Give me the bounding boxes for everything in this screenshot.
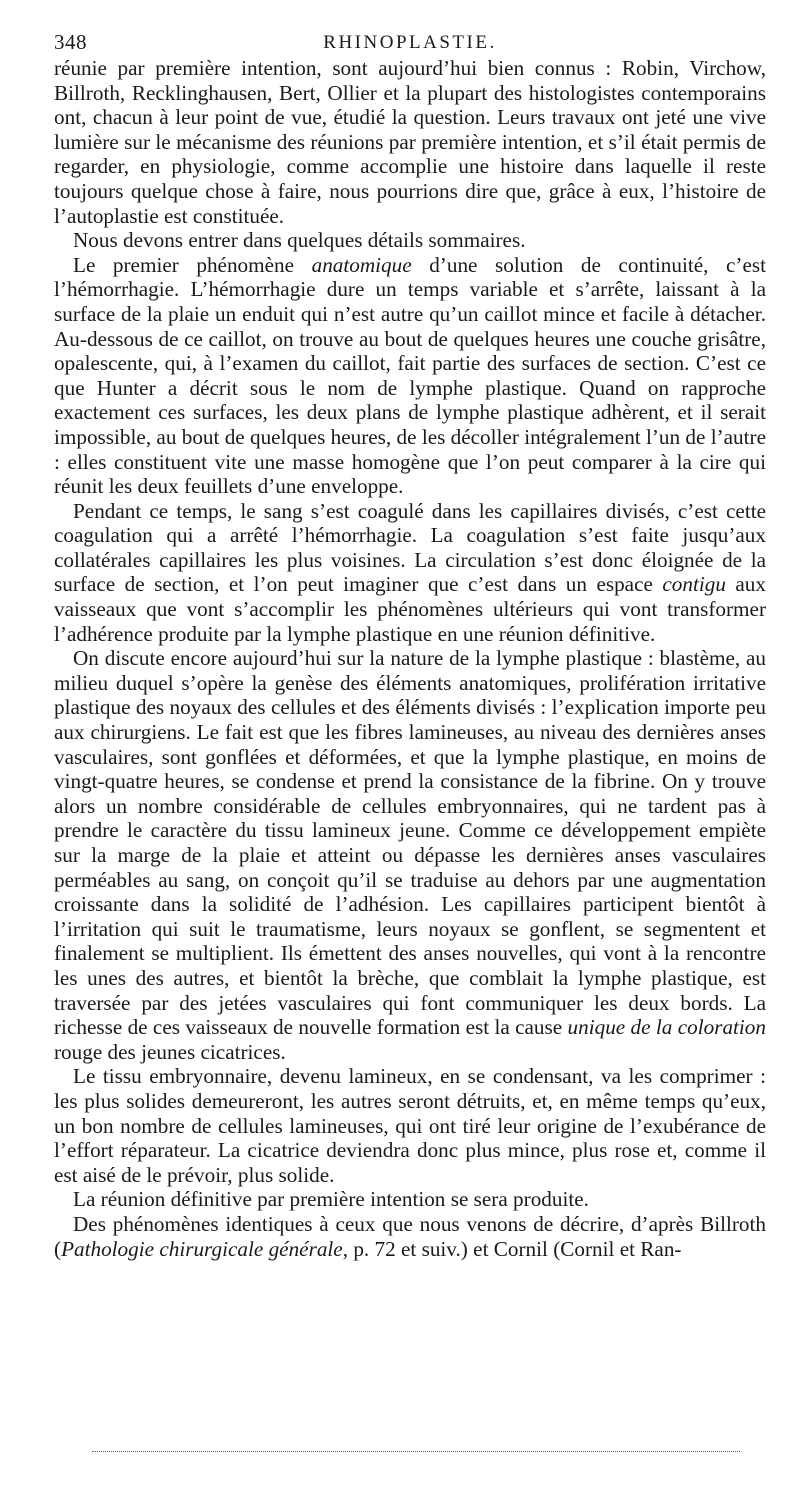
text-run: Le premier phénomène xyxy=(73,252,312,277)
paragraph xyxy=(54,1187,766,1212)
page xyxy=(54,26,766,1261)
italic-text: Pathologie chirurgicale générale xyxy=(61,1236,343,1261)
text-run: Des phénomènes identiques à ceux que nous venons de décrire, d’après Billroth ( xyxy=(54,1211,766,1261)
text-run: réunie par première intention, sont aujourd’hui bien connus : Robin, Virchow, Billroth, Recklinghausen, Bert, Ollier et la plupart des histologistes contemporains ont, chacun à leur point de vue, étudié la question. Leurs travaux ont jeté une vive lumière sur le mécanisme des réunions par première intention, et s’il était permis de regarder, en physiologie, comme accomplie une histoire dans laquelle il reste toujours quelque chose à faire, nous pourrions dire que, grâce à eux, l’histoire de l’autoplastie est constituée. xyxy=(54,56,766,228)
paragraph xyxy=(54,1212,766,1261)
text-run: Pendant ce temps, le sang s’est coagulé dans les capillaires divisés, c’est cette coagulation qui a arrêté l’hémorrhagie. La coagulation s’est faite jusqu’aux collatérales capillaires les plus voisines. La circulation s’est donc éloignée de la surface de section, et l’on peut imaginer que c’est dans un espace xyxy=(54,498,766,597)
text-run: d’une solution de continuité, c’est l’hémorrhagie. L’hémorrhagie dure un temps variable et s’arrête, laissant à la surface de la plaie un enduit qui n’est autre qu’un caillot mince et facile à détacher. Au-dessous de ce caillot, on trouve au bout de quelques heures une couche grisâtre, opalescente, qui, à l’examen du caillot, fait partie des surfaces de section. C’est ce que Hunter a décrit sous le nom de lymphe plastique. Quand on rapproche exactement ces surfaces, les deux plans de lymphe plastique adhèrent, et il serait impossible, au bout de quelques heures, de les décoller intégralement l’un de l’autre : elles constituent vite une masse homogène que l’on peut comparer à la cire qui réunit les deux feuillets d’une enveloppe. xyxy=(54,252,767,499)
page-number: 348 xyxy=(54,30,87,54)
page-header xyxy=(54,26,766,56)
italic-text: unique de la coloration xyxy=(567,1015,766,1040)
italic-text: contigu xyxy=(662,572,726,597)
text-run: aux vaisseaux que vont s’accomplir les phénomènes ultérieurs qui vont transformer l’adhérence produite par la lymphe plastique en une réunion définitive. xyxy=(54,572,766,646)
paragraph xyxy=(54,646,766,1064)
paragraph xyxy=(54,228,766,253)
text-body xyxy=(54,56,766,1261)
paragraph xyxy=(54,1064,766,1187)
text-run: Nous devons entrer dans quelques détails sommaires. xyxy=(73,228,526,253)
text-run: , p. 72 et suiv.) et Cornil (Cornil et Ran- xyxy=(342,1236,682,1261)
text-run: Le tissu embryonnaire, devenu lamineux, en se condensant, va les comprimer : les plus solides demeureront, les autres seront détruits, et, en même temps qu’eux, un bon nombre de cellules lamineuses, qui ont tiré leur origine de l’exubérance de l’effort réparateur. La cicatrice deviendra donc plus mince, plus rose et, comme il est aisé de le prévoir, plus solide. xyxy=(54,1064,766,1187)
text-run: On discute encore aujourd’hui sur la nature de la lymphe plastique : blastème, au milieu duquel s’opère la genèse des éléments anatomiques, prolifération irritative plastique des noyaux des cellules et des éléments divisés : l’explication importe peu aux chirurgiens. Le fait est que les fibres lamineuses, au niveau des dernières anses vasculaires, sont gonflées et déformées, et que la lymphe plastique, en moins de vingt-quatre heures, se condense et prend la consistance de la fibrine. On y trouve alors un nombre considérable de cellules embryonnaires, qui ne tardent pas à prendre le caractère du tissu lamineux jeune. Comme ce développement empiète sur la marge de la plaie et atteint ou dépasse les dernières anses vasculaires perméables au sang, on conçoit qu’il se traduise au dehors par une augmentation croissante dans la solidité de l’adhésion. Les capillaires participent bientôt à l’irritation qui suit le traumatisme, leurs noyaux se gonflent, se segmentent et finalement se multiplient. Ils émettent des anses nouvelles, qui vont à la rencontre les unes des autres, et bientôt la brèche, que comblait la lymphe plastique, est traversée par des jetées vasculaires qui font communiquer les deux bords. La richesse de ces vaisseaux de nouvelle formation est la cause xyxy=(54,646,766,1040)
paragraph xyxy=(54,253,766,499)
running-title: RHINOPLASTIE. xyxy=(323,32,497,53)
paragraph xyxy=(54,56,766,228)
text-run: La réunion définitive par première intention se sera produite. xyxy=(73,1187,589,1212)
text-run: rouge des jeunes cicatrices. xyxy=(54,1039,286,1064)
paragraph xyxy=(54,499,766,647)
italic-text: anatomique xyxy=(311,252,412,277)
bottom-dotted-rule xyxy=(92,1451,740,1452)
